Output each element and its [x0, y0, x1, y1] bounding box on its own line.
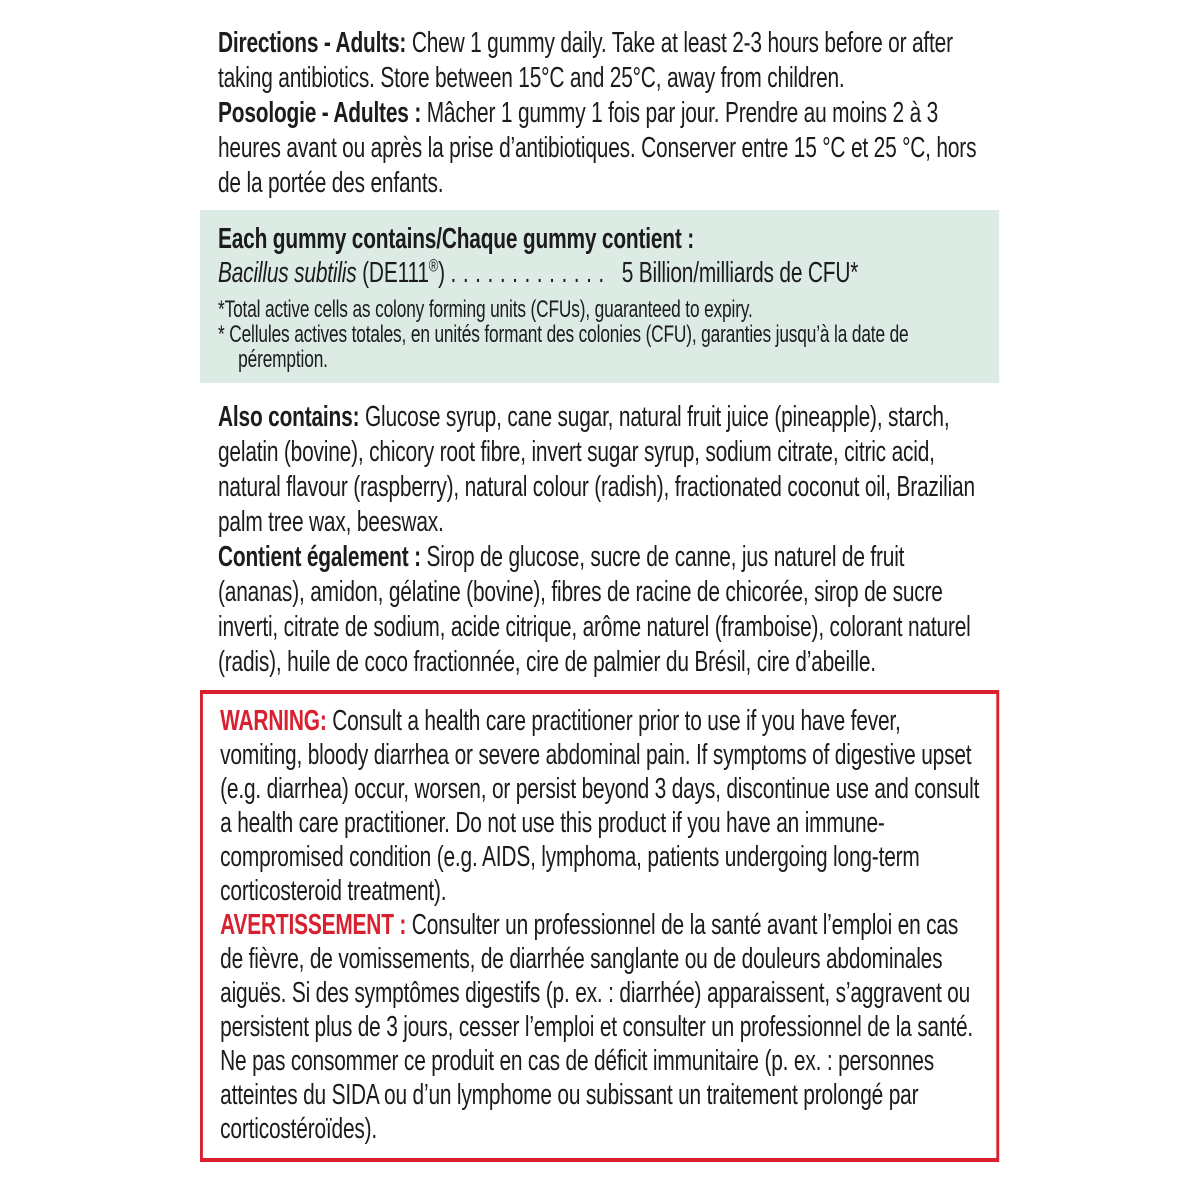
ingredient-scientific-name: Bacillus subtilis: [218, 257, 357, 289]
directions-text-fr: Mâcher 1 gummy 1 fois par jour. Prendre au moins 2 à 3 heures avant ou après la prise d’antibiotiques. Conserver entre 15 °C et 25 °C, hors de la portée des enfants.: [218, 97, 977, 199]
non-medicinal-ingredients-section: [200, 400, 999, 680]
label-content-column: [200, 26, 999, 1162]
registered-trademark-symbol: ®: [428, 255, 439, 276]
warning-text-en: Consult a health care practitioner prior to use if you have fever, vomiting, bloody diarrhea or severe abdominal pain. If symptoms of digestive upset (e.g. diarrhea) occur, worsen, or persist beyond 3 days, discontinue use and consult a health care practitioner. Do not use this product if you have an immune-compromised condition (e.g. AIDS, lymphoma, patients undergoing long-term corticosteroid treatment).: [220, 705, 980, 907]
cfu-footnote-en: *Total active cells as colony forming units (CFUs), guaranteed to expiry.: [218, 296, 753, 323]
strain-code-open: (DE111: [362, 257, 429, 289]
warning-label-en: WARNING:: [220, 705, 327, 737]
cfu-footnote-fr: * Cellules actives totales, en unités formant des colonies (CFU), garanties jusqu’à la date de péremption.: [218, 321, 909, 373]
dot-leader: . . . . . . . . . . . . .: [450, 257, 605, 289]
strain-code-close: ): [438, 257, 445, 289]
also-contains-text-en: Glucose syrup, cane sugar, natural fruit juice (pineapple), starch, gelatin (bovine), chicory root fibre, invert sugar syrup, sodium citrate, citric acid, natural flavour (raspberry), natural colour (radish), fractionated coconut oil, Brazilian palm tree wax, beeswax.: [218, 401, 975, 538]
also-contains-paragraph-fr: [218, 540, 993, 680]
warning-box: [200, 690, 999, 1162]
medicinal-ingredients-box: [200, 210, 999, 383]
directions-paragraph-fr: [218, 96, 993, 201]
ingredient-strain-code: [362, 257, 445, 289]
directions-label-fr: Posologie - Adultes :: [218, 97, 422, 129]
warning-text-fr: Consulter un professionnel de la santé avant l’emploi en cas de fièvre, de vomissements, de diarrhée sanglante ou de douleurs abdominales aiguës. Si des symptômes digestifs (p. ex. : diarrhée) apparaissent, s’aggravent ou persistent plus de 3 jours, cesser l’emploi et consulter un professionnel de la santé. Ne pas consommer ce produit en cas de déficit immunitaire (p. ex. : personnes atteintes du SIDA ou d’un lymphome ou subissant un traitement prolongé par corticostéroïdes).: [220, 909, 974, 1145]
directions-label-en: Directions - Adults:: [218, 27, 407, 59]
warning-paragraph-fr: [220, 908, 982, 1146]
warning-label-fr: AVERTISSEMENT :: [220, 909, 407, 941]
directions-text-en: Chew 1 gummy daily. Take at least 2-3 hours before or after taking antibiotics. Store between 15°C and 25°C, away from children.: [218, 27, 953, 94]
directions-paragraph-en: [218, 26, 993, 96]
ingredients-box-heading: Each gummy contains/Chaque gummy contient :: [218, 223, 695, 255]
ingredient-row: [218, 257, 981, 290]
directions-section: [200, 26, 999, 201]
also-contains-paragraph-en: [218, 400, 993, 540]
also-contains-text-fr: Sirop de glucose, sucre de canne, jus naturel de fruit (ananas), amidon, gélatine (bovine), fibres de racine de chicorée, sirop de sucre inverti, citrate de sodium, acide citrique, arôme naturel (framboise), colorant naturel (radis), huile de coco fractionnée, cire de palmier du Brésil, cire d’abeille.: [218, 541, 971, 678]
ingredient-amount: 5 Billion/milliards de CFU*: [621, 257, 859, 289]
also-contains-label-en: Also contains:: [218, 401, 360, 433]
also-contains-label-fr: Contient également :: [218, 541, 421, 573]
warning-paragraph-en: [220, 704, 982, 908]
